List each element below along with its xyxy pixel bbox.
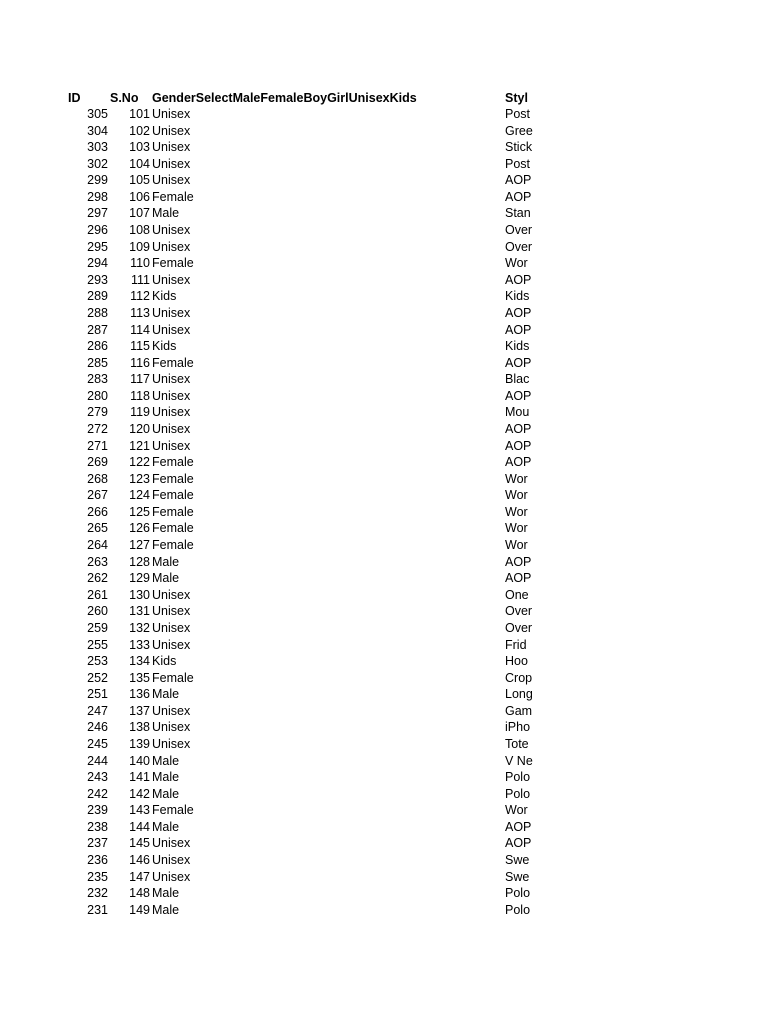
cell-gender: Male bbox=[152, 571, 180, 586]
cell-sno: 129 bbox=[129, 571, 150, 586]
cell-style: AOP bbox=[505, 272, 532, 287]
cell-gender: Unisex bbox=[152, 604, 191, 619]
cell-gender: Unisex bbox=[152, 372, 191, 387]
cell-style: Swe bbox=[505, 869, 530, 884]
cell-style: Gree bbox=[505, 123, 533, 138]
cell-style: AOP bbox=[505, 819, 532, 834]
cell-gender: Kids bbox=[152, 289, 177, 304]
cell-sno: 115 bbox=[130, 339, 150, 354]
cell-id: 287 bbox=[87, 322, 108, 337]
cell-sno: 121 bbox=[129, 438, 150, 453]
table-row bbox=[0, 603, 768, 620]
cell-id: 261 bbox=[87, 587, 108, 602]
cell-style: One bbox=[505, 587, 529, 602]
cell-sno: 116 bbox=[130, 355, 150, 370]
cell-style: AOP bbox=[505, 355, 532, 370]
cell-gender: Male bbox=[152, 687, 180, 702]
cell-style: Polo bbox=[505, 786, 531, 801]
table-row bbox=[0, 189, 768, 206]
cell-gender: Male bbox=[152, 819, 180, 834]
cell-style: Mou bbox=[505, 405, 530, 420]
cell-style: Wor bbox=[505, 538, 528, 553]
cell-id: 232 bbox=[87, 886, 108, 901]
cell-style: AOP bbox=[505, 388, 532, 403]
cell-style: AOP bbox=[505, 322, 532, 337]
cell-style: Gam bbox=[505, 703, 533, 718]
table-row bbox=[0, 156, 768, 173]
cell-id: 259 bbox=[87, 620, 108, 635]
cell-gender: Unisex bbox=[152, 272, 191, 287]
cell-gender: Unisex bbox=[152, 620, 191, 635]
table-row bbox=[0, 471, 768, 488]
table-row bbox=[0, 852, 768, 869]
cell-gender: Male bbox=[152, 902, 180, 917]
cell-gender: Unisex bbox=[152, 107, 191, 121]
header-gender: GenderSelectMaleFemaleBoyGirlUnisexKids bbox=[152, 91, 417, 105]
table-row bbox=[0, 487, 768, 504]
table-row bbox=[0, 222, 768, 239]
cell-id: 242 bbox=[87, 786, 108, 801]
cell-sno: 124 bbox=[129, 488, 150, 503]
cell-style: AOP bbox=[505, 421, 532, 436]
cell-gender: Unisex bbox=[152, 703, 191, 718]
cell-gender: Male bbox=[152, 206, 180, 221]
cell-sno: 131 bbox=[129, 604, 150, 619]
header-style: Styl bbox=[505, 91, 528, 105]
cell-gender: Unisex bbox=[152, 239, 191, 254]
cell-style: AOP bbox=[505, 455, 532, 470]
cell-gender: Male bbox=[152, 554, 180, 569]
cell-sno: 133 bbox=[129, 637, 150, 652]
cell-gender: Unisex bbox=[152, 140, 191, 155]
cell-id: 283 bbox=[87, 372, 108, 387]
table-row bbox=[0, 869, 768, 886]
table-row bbox=[0, 123, 768, 140]
table-row bbox=[0, 322, 768, 339]
cell-sno: 134 bbox=[129, 654, 150, 669]
cell-id: 268 bbox=[87, 471, 108, 486]
cell-style: Kids bbox=[505, 339, 530, 354]
cell-sno: 146 bbox=[129, 853, 150, 868]
cell-sno: 112 bbox=[130, 289, 150, 304]
cell-id: 297 bbox=[87, 206, 108, 221]
cell-sno: 127 bbox=[129, 538, 150, 553]
cell-gender: Unisex bbox=[152, 123, 191, 138]
cell-gender: Unisex bbox=[152, 173, 191, 188]
cell-sno: 109 bbox=[129, 239, 150, 254]
cell-gender: Female bbox=[152, 189, 194, 204]
cell-sno: 104 bbox=[129, 156, 150, 171]
cell-style: Wor bbox=[505, 803, 528, 818]
cell-style: Crop bbox=[505, 670, 533, 685]
cell-id: 235 bbox=[87, 869, 108, 884]
cell-sno: 122 bbox=[129, 455, 150, 470]
table-row bbox=[0, 670, 768, 687]
cell-sno: 139 bbox=[129, 736, 150, 751]
cell-sno: 108 bbox=[129, 223, 150, 238]
cell-sno: 118 bbox=[130, 388, 150, 403]
cell-gender: Unisex bbox=[152, 836, 191, 851]
cell-gender: Kids bbox=[152, 654, 177, 669]
cell-style: Wor bbox=[505, 256, 528, 271]
table-row bbox=[0, 570, 768, 587]
cell-id: 243 bbox=[87, 770, 108, 785]
cell-gender: Unisex bbox=[152, 637, 191, 652]
cell-id: 236 bbox=[87, 853, 108, 868]
cell-sno: 120 bbox=[129, 421, 150, 436]
table-row bbox=[0, 686, 768, 703]
cell-id: 244 bbox=[87, 753, 108, 768]
table-row bbox=[0, 769, 768, 786]
table-row bbox=[0, 753, 768, 770]
cell-gender: Female bbox=[152, 670, 194, 685]
table-row bbox=[0, 819, 768, 836]
table-row bbox=[0, 587, 768, 604]
table-row bbox=[0, 802, 768, 819]
table-row bbox=[0, 305, 768, 322]
table-row bbox=[0, 106, 768, 123]
cell-style: Post bbox=[505, 107, 531, 121]
cell-gender: Female bbox=[152, 256, 194, 271]
cell-sno: 103 bbox=[129, 140, 150, 155]
cell-id: 266 bbox=[87, 504, 108, 519]
cell-style: V Ne bbox=[505, 753, 533, 768]
table-row bbox=[0, 288, 768, 305]
cell-id: 296 bbox=[87, 223, 108, 238]
table-row bbox=[0, 205, 768, 222]
table-row bbox=[0, 786, 768, 803]
table-row bbox=[0, 537, 768, 554]
table-row bbox=[0, 371, 768, 388]
cell-sno: 111 bbox=[130, 272, 150, 287]
cell-style: iPho bbox=[505, 720, 531, 735]
table-row bbox=[0, 438, 768, 455]
cell-sno: 126 bbox=[129, 521, 150, 536]
cell-style: Over bbox=[505, 239, 533, 254]
cell-sno: 137 bbox=[129, 703, 150, 718]
cell-id: 304 bbox=[87, 123, 108, 138]
table-row bbox=[0, 902, 768, 919]
cell-gender: Unisex bbox=[152, 388, 191, 403]
cell-gender: Unisex bbox=[152, 438, 191, 453]
cell-gender: Kids bbox=[152, 339, 177, 354]
cell-style: Over bbox=[505, 604, 533, 619]
table-row bbox=[0, 736, 768, 753]
cell-style: AOP bbox=[505, 438, 532, 453]
cell-sno: 149 bbox=[129, 902, 150, 917]
cell-id: 263 bbox=[87, 554, 108, 569]
cell-style: AOP bbox=[505, 189, 532, 204]
cell-sno: 117 bbox=[130, 372, 150, 387]
table-row bbox=[0, 404, 768, 421]
cell-sno: 114 bbox=[130, 322, 150, 337]
cell-gender: Female bbox=[152, 521, 194, 536]
cell-style: Tote bbox=[505, 736, 529, 751]
cell-id: 231 bbox=[87, 902, 108, 917]
cell-style: Wor bbox=[505, 504, 528, 519]
cell-id: 264 bbox=[87, 538, 108, 553]
cell-id: 293 bbox=[87, 272, 108, 287]
table-row bbox=[0, 421, 768, 438]
cell-id: 280 bbox=[87, 388, 108, 403]
cell-sno: 102 bbox=[129, 123, 150, 138]
table-row bbox=[0, 885, 768, 902]
cell-gender: Male bbox=[152, 770, 180, 785]
cell-id: 271 bbox=[87, 438, 108, 453]
cell-gender: Unisex bbox=[152, 405, 191, 420]
cell-style: Stick bbox=[505, 140, 533, 155]
cell-gender: Unisex bbox=[152, 305, 191, 320]
cell-gender: Female bbox=[152, 355, 194, 370]
cell-sno: 123 bbox=[129, 471, 150, 486]
cell-id: 288 bbox=[87, 305, 108, 320]
cell-id: 298 bbox=[87, 189, 108, 204]
cell-id: 237 bbox=[87, 836, 108, 851]
table-row bbox=[0, 355, 768, 372]
header-id: ID bbox=[68, 91, 81, 105]
cell-style: Hoo bbox=[505, 654, 528, 669]
cell-sno: 138 bbox=[129, 720, 150, 735]
table-body bbox=[0, 106, 768, 918]
cell-sno: 107 bbox=[129, 206, 150, 221]
cell-id: 239 bbox=[87, 803, 108, 818]
cell-id: 279 bbox=[87, 405, 108, 420]
cell-sno: 140 bbox=[129, 753, 150, 768]
cell-id: 238 bbox=[87, 819, 108, 834]
cell-sno: 125 bbox=[129, 504, 150, 519]
cell-id: 246 bbox=[87, 720, 108, 735]
cell-sno: 106 bbox=[129, 189, 150, 204]
cell-gender: Female bbox=[152, 455, 194, 470]
cell-style: Polo bbox=[505, 770, 531, 785]
cell-style: Wor bbox=[505, 488, 528, 503]
table-row bbox=[0, 637, 768, 654]
cell-id: 269 bbox=[87, 455, 108, 470]
cell-style: Swe bbox=[505, 853, 530, 868]
table-row bbox=[0, 388, 768, 405]
cell-id: 260 bbox=[87, 604, 108, 619]
cell-gender: Female bbox=[152, 538, 194, 553]
table-row bbox=[0, 520, 768, 537]
cell-id: 302 bbox=[87, 156, 108, 171]
cell-gender: Unisex bbox=[152, 720, 191, 735]
cell-style: Blac bbox=[505, 372, 530, 387]
cell-id: 303 bbox=[87, 140, 108, 155]
cell-id: 285 bbox=[87, 355, 108, 370]
table-row bbox=[0, 554, 768, 571]
header-sno: S.No bbox=[110, 91, 139, 105]
cell-id: 305 bbox=[87, 107, 108, 121]
cell-gender: Unisex bbox=[152, 421, 191, 436]
cell-style: AOP bbox=[505, 836, 532, 851]
cell-style: Polo bbox=[505, 902, 531, 917]
cell-id: 253 bbox=[87, 654, 108, 669]
cell-gender: Female bbox=[152, 504, 194, 519]
cell-id: 289 bbox=[87, 289, 108, 304]
cell-style: Wor bbox=[505, 521, 528, 536]
cell-sno: 142 bbox=[129, 786, 150, 801]
cell-gender: Unisex bbox=[152, 736, 191, 751]
cell-gender: Unisex bbox=[152, 156, 191, 171]
cell-style: Over bbox=[505, 620, 533, 635]
cell-style: Long bbox=[505, 687, 533, 702]
cell-id: 272 bbox=[87, 421, 108, 436]
cell-id: 245 bbox=[87, 736, 108, 751]
cell-gender: Unisex bbox=[152, 322, 191, 337]
cell-gender: Unisex bbox=[152, 869, 191, 884]
cell-id: 267 bbox=[87, 488, 108, 503]
cell-style: AOP bbox=[505, 173, 532, 188]
cell-style: Stan bbox=[505, 206, 531, 221]
cell-id: 299 bbox=[87, 173, 108, 188]
cell-style: Frid bbox=[505, 637, 527, 652]
cell-sno: 144 bbox=[129, 819, 150, 834]
cell-gender: Male bbox=[152, 886, 180, 901]
cell-sno: 147 bbox=[129, 869, 150, 884]
table-row bbox=[0, 620, 768, 637]
table-row bbox=[0, 504, 768, 521]
cell-id: 295 bbox=[87, 239, 108, 254]
cell-sno: 113 bbox=[130, 305, 150, 320]
cell-style: AOP bbox=[505, 305, 532, 320]
cell-gender: Male bbox=[152, 753, 180, 768]
cell-gender: Female bbox=[152, 803, 194, 818]
cell-gender: Female bbox=[152, 488, 194, 503]
cell-style: AOP bbox=[505, 571, 532, 586]
cell-id: 255 bbox=[87, 637, 108, 652]
cell-sno: 119 bbox=[130, 405, 150, 420]
cell-gender: Male bbox=[152, 786, 180, 801]
cell-id: 251 bbox=[87, 687, 108, 702]
cell-sno: 143 bbox=[129, 803, 150, 818]
cell-sno: 136 bbox=[129, 687, 150, 702]
cell-sno: 128 bbox=[129, 554, 150, 569]
cell-style: AOP bbox=[505, 554, 532, 569]
cell-style: Post bbox=[505, 156, 531, 171]
cell-id: 262 bbox=[87, 571, 108, 586]
cell-id: 265 bbox=[87, 521, 108, 536]
cell-id: 286 bbox=[87, 339, 108, 354]
table-row bbox=[0, 835, 768, 852]
cell-id: 252 bbox=[87, 670, 108, 685]
cell-sno: 141 bbox=[129, 770, 150, 785]
table-row bbox=[0, 172, 768, 189]
cell-style: Polo bbox=[505, 886, 531, 901]
cell-id: 247 bbox=[87, 703, 108, 718]
cell-style: Over bbox=[505, 223, 533, 238]
table-row bbox=[0, 703, 768, 720]
table-row bbox=[0, 255, 768, 272]
table-row bbox=[0, 719, 768, 736]
cell-id: 294 bbox=[87, 256, 108, 271]
table-row bbox=[0, 239, 768, 256]
cell-sno: 135 bbox=[129, 670, 150, 685]
cell-sno: 105 bbox=[129, 173, 150, 188]
table-row bbox=[0, 272, 768, 289]
table-row bbox=[0, 139, 768, 156]
table-row bbox=[0, 338, 768, 355]
cell-gender: Unisex bbox=[152, 223, 191, 238]
cell-style: Wor bbox=[505, 471, 528, 486]
cell-gender: Female bbox=[152, 471, 194, 486]
cell-gender: Unisex bbox=[152, 587, 191, 602]
cell-sno: 148 bbox=[129, 886, 150, 901]
cell-sno: 132 bbox=[129, 620, 150, 635]
cell-style: Kids bbox=[505, 289, 530, 304]
cell-sno: 110 bbox=[130, 256, 150, 271]
table-row bbox=[0, 653, 768, 670]
cell-sno: 130 bbox=[129, 587, 150, 602]
cell-gender: Unisex bbox=[152, 853, 191, 868]
table-row bbox=[0, 454, 768, 471]
cell-sno: 101 bbox=[129, 107, 150, 121]
cell-sno: 145 bbox=[129, 836, 150, 851]
